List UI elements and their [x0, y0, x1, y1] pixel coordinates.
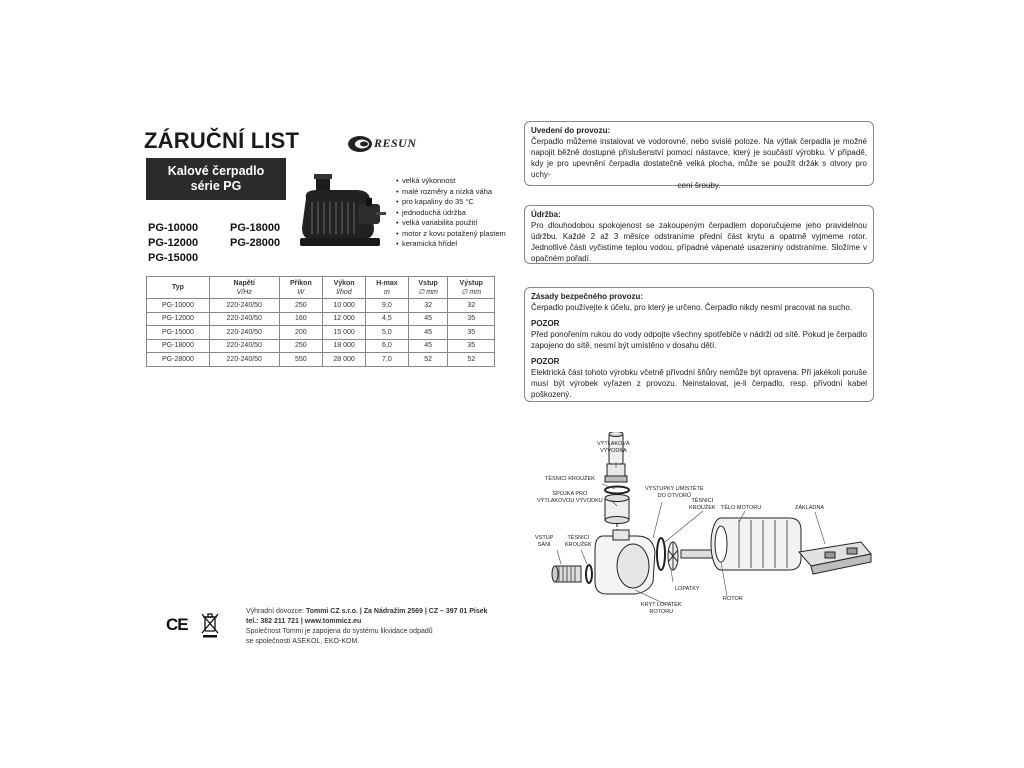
spec-header-cell: Příkon W [279, 277, 323, 299]
table-cell: 12 000 [323, 312, 366, 326]
table-cell: PG-28000 [147, 353, 210, 367]
feature-list [396, 176, 506, 250]
table-cell: 220-240/50 [209, 339, 279, 353]
table-cell: 45 [408, 312, 448, 326]
table-row [147, 326, 495, 340]
label-rotor: ROTOR [723, 596, 743, 602]
product-banner [146, 158, 286, 200]
box-udrzba [524, 205, 874, 264]
banner-line-1: Kalové čerpadlo [167, 164, 265, 178]
box-text: Pro dlouhodobou spokojenost se zakoupeným čerpadlem doporučujeme jeho pravidelnou údržbu. Každé 2 až 3 měsíce odstraníme přední část krytu a opatrně vyjmeme rotor. Jednotlivé části vyčistíme teplou vodou, případné vápenaté usazeniny odstraníme. Složíme v opačném pořadí. [531, 221, 867, 263]
table-row [147, 353, 495, 367]
page-title: ZÁRUČNÍ LIST [144, 128, 300, 153]
model-list [148, 222, 298, 272]
label-tesnici-krouzek-top: TĚSNICÍ KROUŽEK [545, 476, 595, 482]
table-row [147, 312, 495, 326]
table-cell: 15 000 [323, 326, 366, 340]
label-vytlakova-vyvodka: VÝTLAKOVÁ VÝVODKA [597, 441, 630, 454]
exploded-diagram [525, 432, 880, 622]
box-heading: Uvedení do provozu: [531, 126, 611, 135]
ce-mark: CE [166, 615, 188, 634]
footer-line-4: se společností ASEKOL, EKO-KOM. [246, 638, 360, 645]
table-row [147, 339, 495, 353]
model-item: PG-15000 [148, 252, 199, 264]
table-cell: 45 [408, 326, 448, 340]
label-tesnici-krouzek-mid: TĚSNICÍ KROUŽEK [689, 498, 716, 511]
label-kryt-lopatek: KRYT LOPATEK ROTORU [641, 602, 682, 615]
box-text: Čerpadlo můžeme instalovat ve vodorovné, nebo svislé poloze. Na výtlak čerpadla je možné napojit běžně dostupné příslušenství pomocí nástavce, který je součástí výrobku. V případě, kdy je pro upevnění čerpadla dostatečně velká plocha, může se použít držák s otvory pro uchy- [531, 137, 867, 179]
spec-header-cell: Výkon l/hod [323, 277, 366, 299]
warning-title: POZOR [531, 357, 560, 366]
footer-line-2: tel.: 382 211 721 | www.tommicz.eu [246, 618, 362, 625]
table-cell: PG-15000 [147, 326, 210, 340]
spec-header-cell: Vstup ∅ mm [408, 277, 448, 299]
model-item: PG-12000 [148, 237, 199, 249]
feature-item: • pro kapaliny do 35 °C [396, 197, 506, 208]
table-cell: 250 [279, 339, 323, 353]
feature-item: • velká variabilita použití [396, 218, 506, 229]
table-cell: 160 [279, 312, 323, 326]
table-cell: 220-240/50 [209, 299, 279, 313]
pump-image [296, 168, 388, 252]
resun-logo [346, 133, 446, 155]
model-item: PG-18000 [230, 222, 281, 234]
table-cell: 35 [448, 312, 495, 326]
model-item: PG-10000 [148, 222, 199, 234]
feature-item: • keramická hřídel [396, 239, 506, 250]
table-cell: 250 [279, 299, 323, 313]
label-tesnici-krouzek-left: TĚSNICÍ KROUŽEK [565, 535, 592, 548]
table-row [147, 299, 495, 313]
table-cell: 550 [279, 353, 323, 367]
table-cell: 220-240/50 [209, 312, 279, 326]
box-heading: Zásady bezpečného provozu: [531, 292, 644, 301]
table-cell: 45 [408, 339, 448, 353]
table-cell: PG-18000 [147, 339, 210, 353]
label-zakladna: ZÁKLADNA [795, 505, 825, 511]
table-cell: 32 [408, 299, 448, 313]
box-text-end: cení šrouby. [677, 181, 721, 190]
table-cell: PG-12000 [147, 312, 210, 326]
feature-item: • velká výkonnost [396, 176, 506, 187]
feature-item: • motor z kovu potažený plastem [396, 229, 506, 240]
table-cell: 52 [408, 353, 448, 367]
label-spojka: SPOJKA PRO VÝTLAKOVOU VÝVODKU [537, 491, 603, 504]
box-text: Čerpadlo používejte k účelu, pro který je určeno. Čerpadlo nikdy nesmí pracovat na sucho. [531, 303, 853, 312]
spec-header-cell: Typ [147, 277, 210, 299]
table-cell: 4,5 [366, 312, 409, 326]
table-cell: 6,0 [366, 339, 409, 353]
box-uvedeni-do-provozu [524, 121, 874, 190]
weee-bin-icon [200, 612, 220, 638]
label-lopatky: LOPATKY [675, 586, 700, 592]
table-cell: 5,0 [366, 326, 409, 340]
box-heading: Údržba: [531, 210, 561, 219]
resun-logo-icon [346, 133, 376, 155]
table-cell: 7,0 [366, 353, 409, 367]
table-cell: PG-10000 [147, 299, 210, 313]
exploded-diagram-drawing [525, 432, 880, 622]
table-cell: 28 000 [323, 353, 366, 367]
spec-header-cell: Výstup ∅ mm [448, 277, 495, 299]
warning-text: Před ponořením rukou do vody odpojte všechny spotřebiče v nádrži od sítě. Pokud je čerpadlo zapojeno do sítě, nesmí být umístěno v dosahu dětí. [531, 330, 867, 350]
table-cell: 32 [448, 299, 495, 313]
spec-header-cell: Napětí V/Hz [209, 277, 279, 299]
table-cell: 10 000 [323, 299, 366, 313]
model-item: PG-28000 [230, 237, 281, 249]
feature-item: • jednoduchá údržba [396, 208, 506, 219]
table-cell: 9,0 [366, 299, 409, 313]
table-cell: 35 [448, 339, 495, 353]
banner-line-2: série PG [190, 179, 242, 193]
spec-header-row [147, 277, 495, 299]
warning-title: POZOR [531, 319, 560, 328]
warning-text: Elektrická část tohoto výrobku včetně přívodní šňůry nemůže být opravena. Při jakékoli poruše musí být výrobek vyřazen z provozu. Neinstalovat, je-li čerpadlo, resp. přívodní kabel poškozený. [531, 368, 867, 399]
feature-item: • malé rozměry a nízká váha [396, 187, 506, 198]
table-cell: 52 [448, 353, 495, 367]
box-zasady-bezpecneho-provozu [524, 287, 874, 402]
table-cell: 200 [279, 326, 323, 340]
logo-text: RESUN [374, 136, 417, 150]
label-telo-motoru: TĚLO MOTORU [721, 505, 762, 511]
footer-line-1: Výhradní dovozce: Tommi CZ s.r.o. | Za Nádražím 2569 | CZ – 397 01 Písek [246, 608, 488, 615]
label-vystupky: VÝSTUPKY UMÍSTĚTE DO OTVORŮ [645, 486, 704, 499]
table-cell: 18 000 [323, 339, 366, 353]
label-vstup-sani: VSTUP SÁNÍ [535, 535, 554, 548]
table-cell: 35 [448, 326, 495, 340]
table-cell: 220-240/50 [209, 326, 279, 340]
footer-importer-info [246, 607, 488, 647]
spec-table [146, 276, 495, 367]
spec-header-cell: H-max m [366, 277, 409, 299]
footer-line-3: Společnost Tommi je zapojena do systému likvidace odpadů [246, 628, 433, 635]
table-cell: 220-240/50 [209, 353, 279, 367]
